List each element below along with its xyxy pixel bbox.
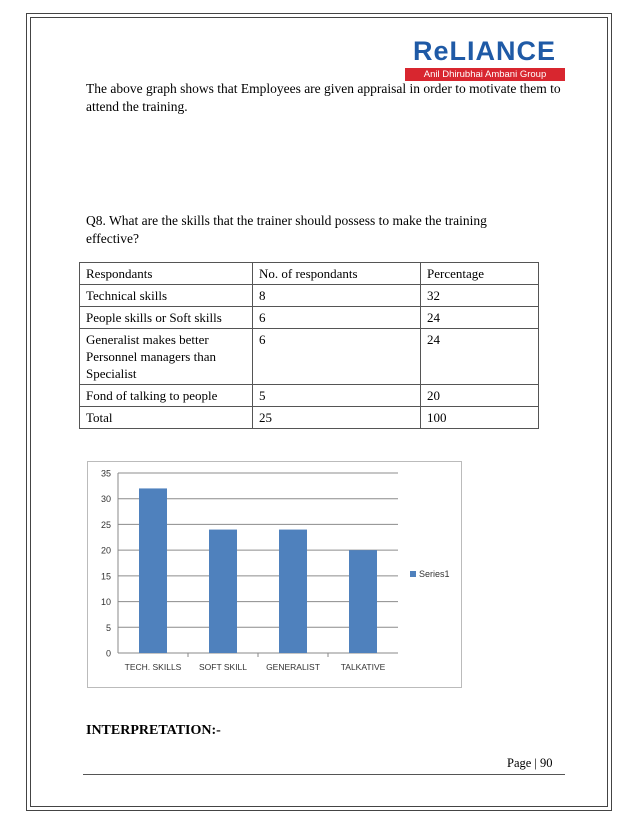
y-tick-label: 30 bbox=[100, 494, 111, 505]
legend-label: Series1 bbox=[419, 569, 450, 579]
x-tick-label: SOFT SKILL bbox=[198, 662, 248, 672]
table-cell: 8 bbox=[253, 285, 421, 307]
footer-rule bbox=[83, 774, 565, 775]
table-row bbox=[80, 329, 539, 385]
x-tick-label: GENERALIST bbox=[266, 662, 320, 672]
reliance-logo bbox=[405, 36, 565, 80]
chart-bar bbox=[349, 550, 377, 653]
legend-swatch bbox=[410, 571, 416, 577]
y-tick-label: 35 bbox=[100, 468, 111, 479]
chart-svg bbox=[88, 462, 463, 689]
chart-bar bbox=[139, 488, 167, 653]
table-row bbox=[80, 407, 539, 429]
chart-bar bbox=[279, 530, 307, 653]
page-number: Page | 90 bbox=[507, 756, 553, 770]
table-cell: 32 bbox=[421, 285, 539, 307]
y-tick-label: 5 bbox=[105, 622, 111, 633]
table-row bbox=[80, 307, 539, 329]
table-header-cell: Percentage bbox=[421, 263, 539, 285]
logo-subtitle: Anil Dhirubhai Ambani Group bbox=[405, 68, 565, 81]
skills-table bbox=[79, 262, 539, 429]
table-cell: 24 bbox=[421, 329, 539, 385]
table-cell: Total bbox=[80, 407, 253, 429]
table-row bbox=[80, 385, 539, 407]
y-tick-label: 10 bbox=[100, 597, 111, 608]
table-cell: 24 bbox=[421, 307, 539, 329]
table-cell: 6 bbox=[253, 307, 421, 329]
logo-brand: ReLIANCE bbox=[413, 36, 557, 66]
table-cell: 100 bbox=[421, 407, 539, 429]
table-row bbox=[80, 285, 539, 307]
interpretation-heading: INTERPRETATION:- bbox=[86, 723, 221, 738]
intro-paragraph: The above graph shows that Employees are given appraisal in order to motivate them to attend the training. bbox=[86, 81, 561, 114]
y-tick-label: 15 bbox=[100, 571, 111, 582]
skills-bar-chart bbox=[87, 461, 462, 688]
x-tick-label: TALKATIVE bbox=[340, 662, 386, 672]
table-header-cell: Respondants bbox=[80, 263, 253, 285]
table-cell: Technical skills bbox=[80, 285, 253, 307]
y-tick-label: 20 bbox=[100, 545, 111, 556]
question-text: Q8. What are the skills that the trainer should possess to make the training effective? bbox=[86, 213, 487, 246]
table-cell: Generalist makes better Personnel managers than Specialist bbox=[80, 329, 253, 385]
chart-bar bbox=[209, 530, 237, 653]
y-tick-label: 25 bbox=[100, 519, 111, 530]
y-tick-label: 0 bbox=[105, 648, 111, 659]
table-cell: 6 bbox=[253, 329, 421, 385]
table-cell: 5 bbox=[253, 385, 421, 407]
table-cell: 20 bbox=[421, 385, 539, 407]
table-cell: 25 bbox=[253, 407, 421, 429]
table-cell: People skills or Soft skills bbox=[80, 307, 253, 329]
x-tick-label: TECH. SKILLS bbox=[124, 662, 182, 672]
table-cell: Fond of talking to people bbox=[80, 385, 253, 407]
table-header-cell: No. of respondants bbox=[253, 263, 421, 285]
table-header-row bbox=[80, 263, 539, 285]
